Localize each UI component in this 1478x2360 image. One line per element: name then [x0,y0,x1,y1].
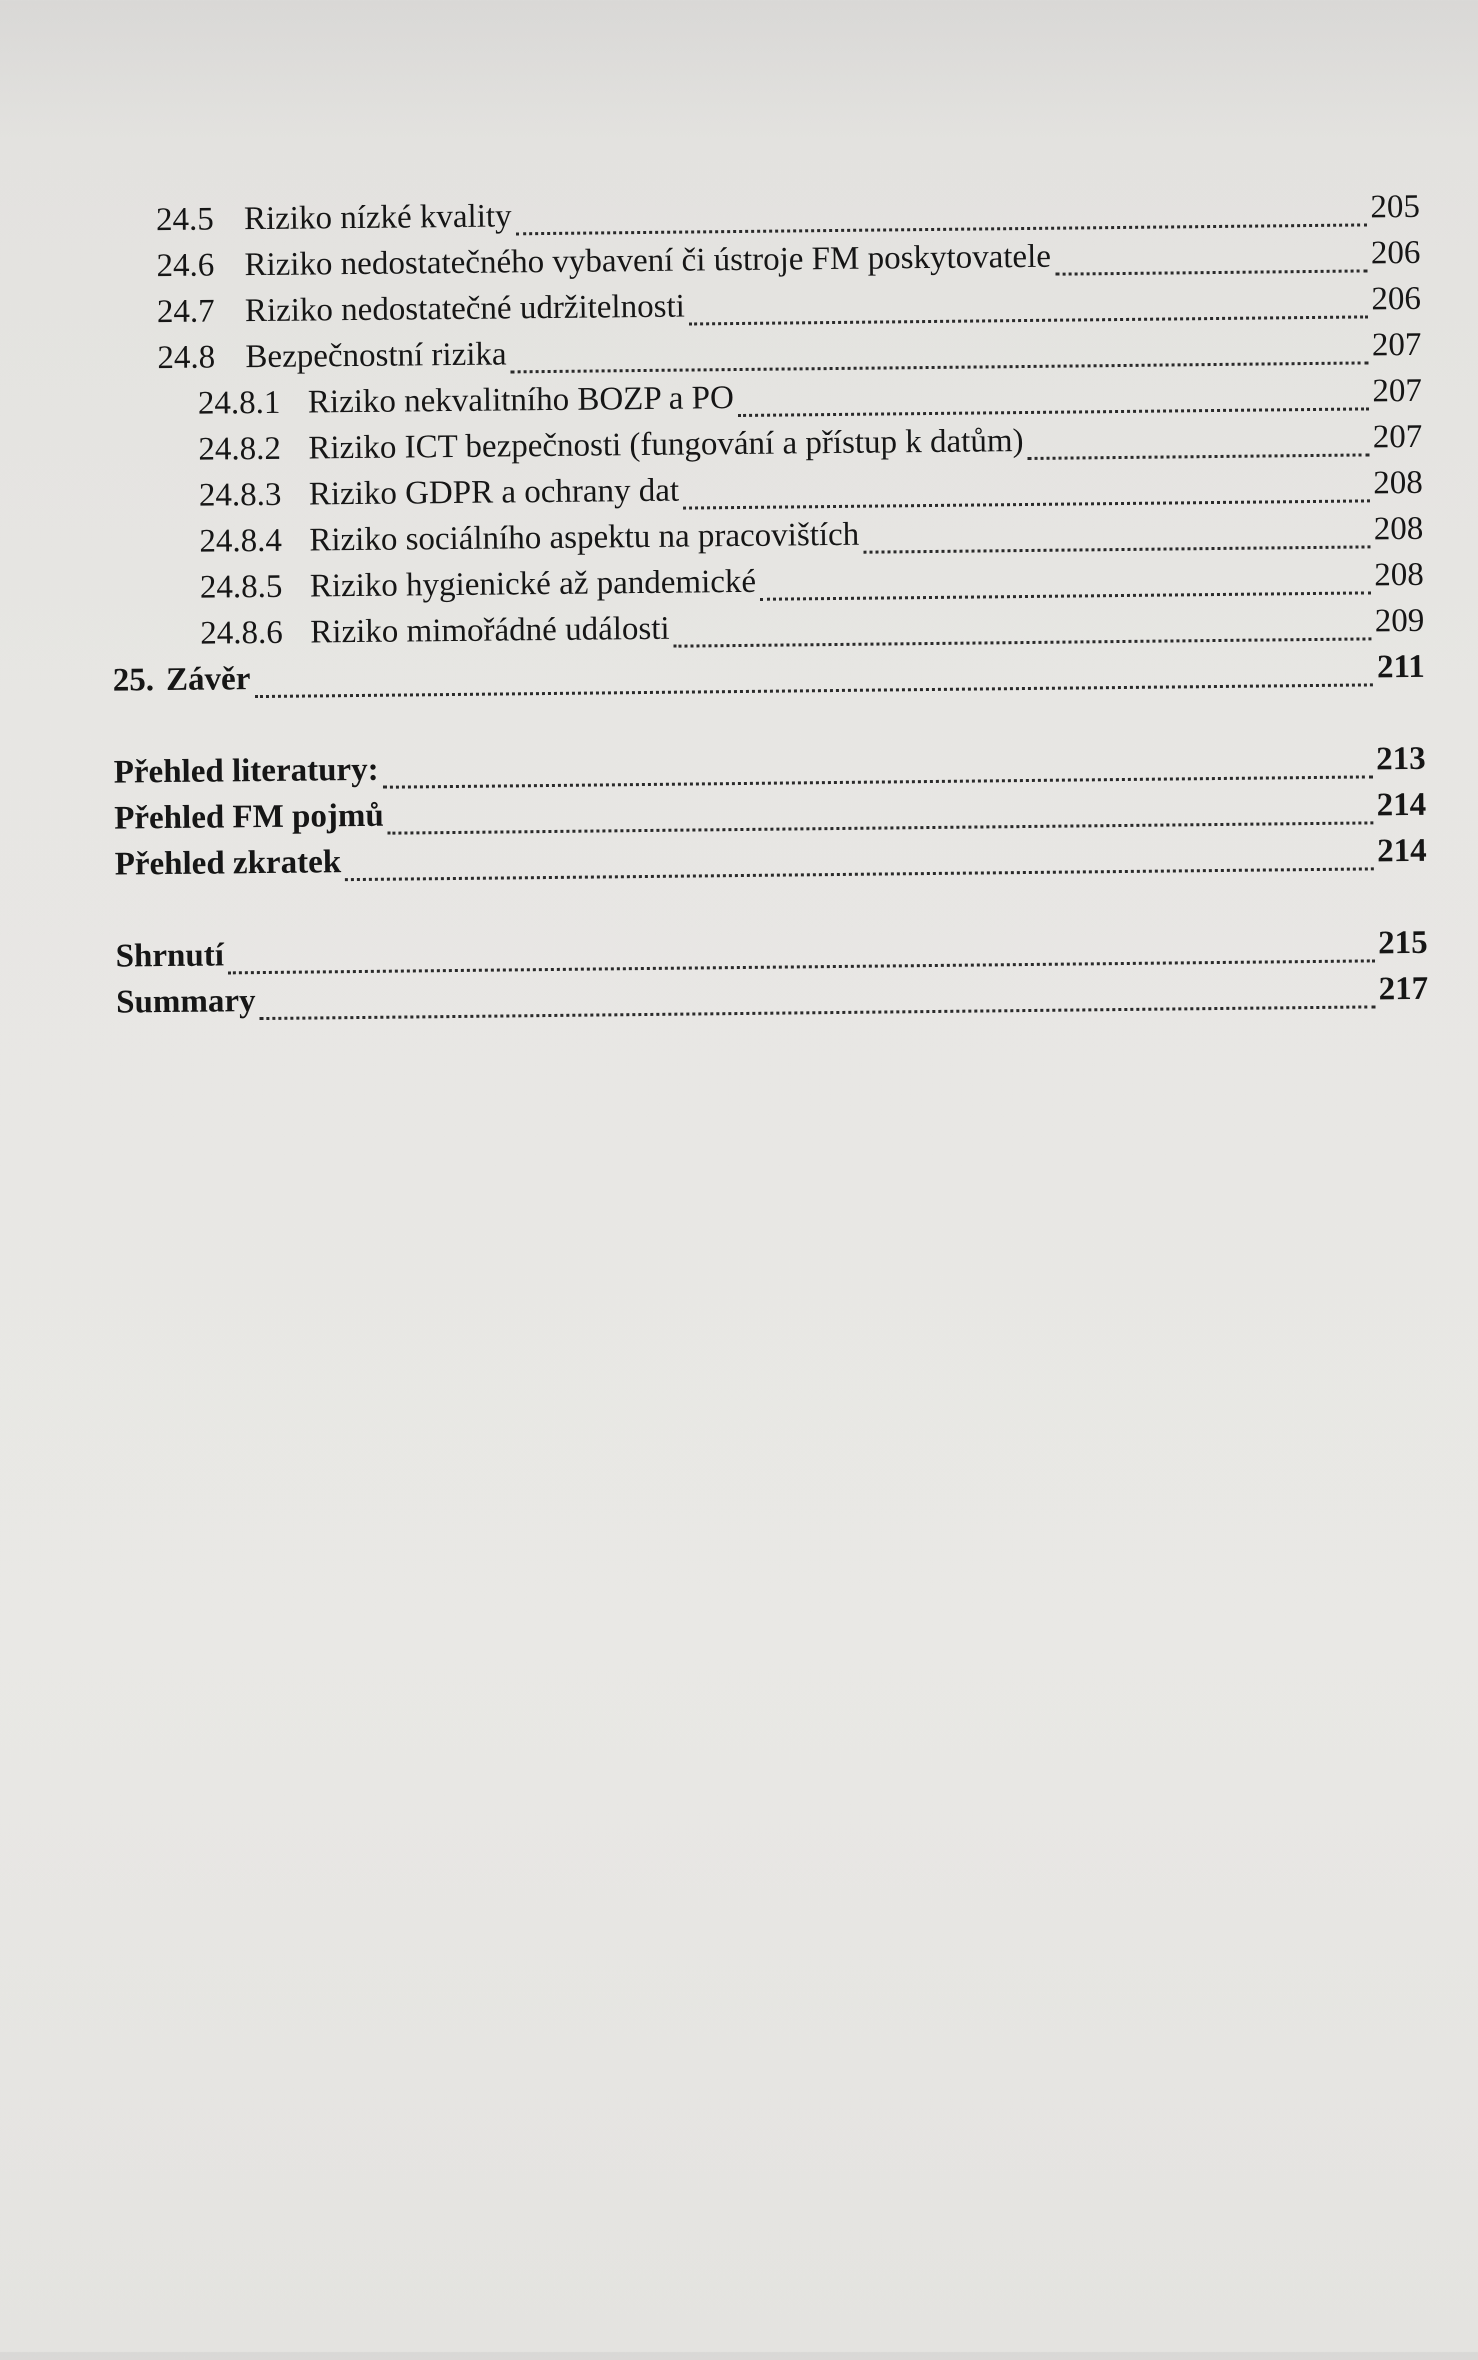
toc-entry-title: Riziko nekvalitního BOZP a PO [307,380,735,421]
toc-leader-dots [689,315,1368,325]
toc-leader-dots [345,867,1373,881]
toc-leader-dots [738,407,1369,417]
toc-leader-dots [511,361,1368,373]
toc-entry-title: Riziko ICT bezpečnosti (fungování a přístup k datům) [308,423,1024,467]
toc-entry-number: 24.8.2 [198,430,282,468]
toc-entry-number: 24.8.5 [199,568,283,606]
toc-entry-title: Závěr [165,661,251,699]
toc-entry-title: Riziko mimořádné události [310,610,670,651]
toc-entry-title: Přehled FM pojmů [114,797,384,837]
toc-entry-title: Riziko nedostatečné udržitelnosti [244,288,686,330]
toc-entry-page: 213 [1376,740,1426,778]
toc-entry-number: 24.8 [157,339,216,377]
toc-entry-number: 24.8.4 [199,522,283,560]
toc-entry-title: Bezpečnostní rizika [245,336,507,376]
toc-entry-number: 24.8.3 [198,476,282,514]
toc-leader-dots [760,591,1370,600]
toc-entry-number: 24.7 [156,293,215,331]
toc-entry-page: 214 [1376,786,1427,824]
toc-entry-number: 25. [112,662,155,699]
toc-entry-page: 211 [1376,648,1425,686]
toc-entry-title: Riziko GDPR a ochrany dat [308,472,680,513]
toc-entry-title: Přehled literatury: [113,751,379,791]
toc-leader-dots [863,545,1370,553]
toc-entry-page: 206 [1371,280,1422,318]
toc-leader-dots [1028,453,1369,460]
toc-entry-title: Riziko nedostatečného vybavení či ústroje FM poskytovatele [244,238,1052,284]
toc-entry-page: 207 [1372,372,1423,410]
toc-entry-page: 215 [1377,924,1428,962]
toc-leader-dots [1055,269,1367,275]
toc-entry-number: 24.5 [155,201,214,239]
toc-entry-number: 24.6 [156,247,215,285]
toc-leader-dots [674,637,1371,647]
toc-entry-page: 205 [1370,188,1421,226]
toc-entry-title: Přehled zkratek [114,844,342,883]
table-of-contents [0,188,1474,1021]
toc-entry-title: Summary [115,983,256,1021]
toc-entry-page: 217 [1378,970,1429,1008]
toc-leader-dots [388,821,1373,834]
toc-entry-page: 208 [1373,510,1424,548]
toc-leader-dots [260,1005,1375,1020]
toc-entry-page: 206 [1370,234,1421,272]
toc-leader-dots [383,775,1373,788]
toc-leader-dots [228,959,1374,974]
toc-entry-page: 208 [1373,464,1423,502]
toc-entry-title: Riziko sociálního aspektu na pracovištích [309,516,860,559]
toc-entry-page: 214 [1376,832,1427,870]
toc-entry-number: 24.8.1 [197,384,281,422]
toc-entry-page: 207 [1371,326,1422,364]
toc-entry-title: Shrnutí [115,937,225,975]
toc-entry-title: Riziko hygienické až pandemické [309,563,757,605]
toc-entry-title: Riziko nízké kvality [243,198,512,238]
toc-leader-dots [683,499,1369,509]
toc-leader-dots [255,683,1374,698]
toc-entry-page: 209 [1374,602,1425,640]
toc-leader-dots [516,223,1367,235]
toc-entry-page: 207 [1372,418,1423,456]
toc-entry-page: 208 [1374,556,1424,594]
toc-entry-number: 24.8.6 [200,614,284,652]
